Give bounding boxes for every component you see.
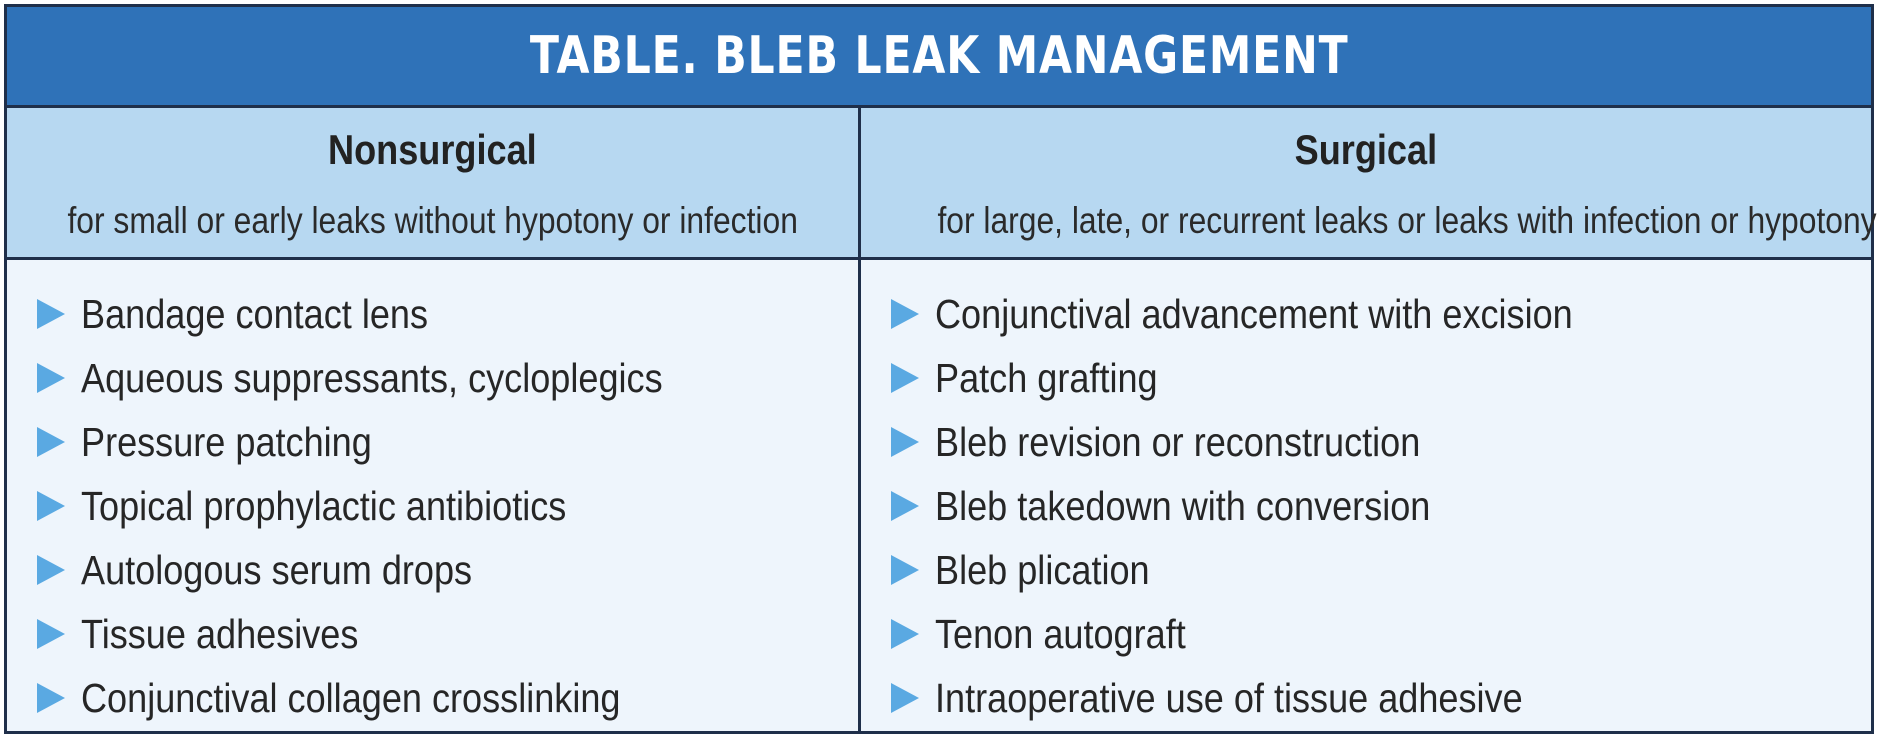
triangle-right-icon	[37, 619, 65, 649]
list-item-text: Tenon autograft	[935, 610, 1186, 657]
list-item-text: Bleb takedown with conversion	[935, 482, 1431, 529]
list-item-text: Intraoperative use of tissue adhesive	[935, 674, 1523, 721]
nonsurgical-body	[7, 260, 858, 731]
triangle-right-icon	[37, 683, 65, 713]
list-item-text: Bleb revision or reconstruction	[935, 418, 1421, 465]
surgical-header	[861, 105, 1877, 260]
list-item	[37, 410, 742, 474]
triangle-right-icon	[891, 363, 919, 393]
triangle-right-icon	[891, 299, 919, 329]
surgical-column	[861, 105, 1877, 731]
list-item-text: Patch grafting	[935, 354, 1158, 401]
list-item-text: Autologous serum drops	[81, 546, 473, 593]
table-title-bar	[7, 7, 1871, 105]
list-item	[891, 538, 1660, 602]
triangle-right-icon	[891, 683, 919, 713]
list-item	[37, 474, 742, 538]
list-item	[891, 602, 1660, 666]
surgical-heading: Surgical	[1294, 126, 1438, 173]
list-item-text: Topical prophylactic antibiotics	[81, 482, 567, 529]
surgical-body	[861, 260, 1871, 731]
triangle-right-icon	[37, 555, 65, 585]
table-title: TABLE. BLEB LEAK MANAGEMENT	[529, 26, 1349, 86]
list-item	[891, 474, 1660, 538]
list-item	[37, 538, 742, 602]
list-item	[891, 666, 1660, 730]
list-item-text: Conjunctival advancement with excision	[935, 290, 1573, 337]
nonsurgical-header	[7, 105, 858, 260]
surgical-subheading: for large, late, or recurrent leaks or leaks with infection or hypotony	[937, 200, 1877, 241]
nonsurgical-column	[7, 105, 858, 731]
triangle-right-icon	[891, 491, 919, 521]
triangle-right-icon	[37, 427, 65, 457]
surgical-list	[891, 282, 1660, 730]
list-item-text: Aqueous suppressants, cycloplegics	[81, 354, 663, 401]
list-item-text: Conjunctival collagen crosslinking	[81, 674, 621, 721]
list-item-text: Bandage contact lens	[81, 290, 429, 337]
nonsurgical-heading: Nonsurgical	[328, 126, 537, 173]
triangle-right-icon	[37, 363, 65, 393]
list-item	[891, 346, 1660, 410]
nonsurgical-list	[37, 282, 742, 730]
list-item	[37, 602, 742, 666]
triangle-right-icon	[891, 619, 919, 649]
list-item	[37, 346, 742, 410]
triangle-right-icon	[891, 555, 919, 585]
list-item	[891, 410, 1660, 474]
nonsurgical-subheading: for small or early leaks without hypotony or infection	[67, 200, 798, 241]
triangle-right-icon	[891, 427, 919, 457]
triangle-right-icon	[37, 491, 65, 521]
list-item-text: Pressure patching	[81, 418, 372, 465]
bleb-leak-table	[4, 4, 1877, 734]
list-item-text: Bleb plication	[935, 546, 1150, 593]
list-item	[37, 282, 742, 346]
triangle-right-icon	[37, 299, 65, 329]
list-item-text: Tissue adhesives	[81, 610, 359, 657]
list-item	[891, 282, 1660, 346]
list-item	[37, 666, 742, 730]
